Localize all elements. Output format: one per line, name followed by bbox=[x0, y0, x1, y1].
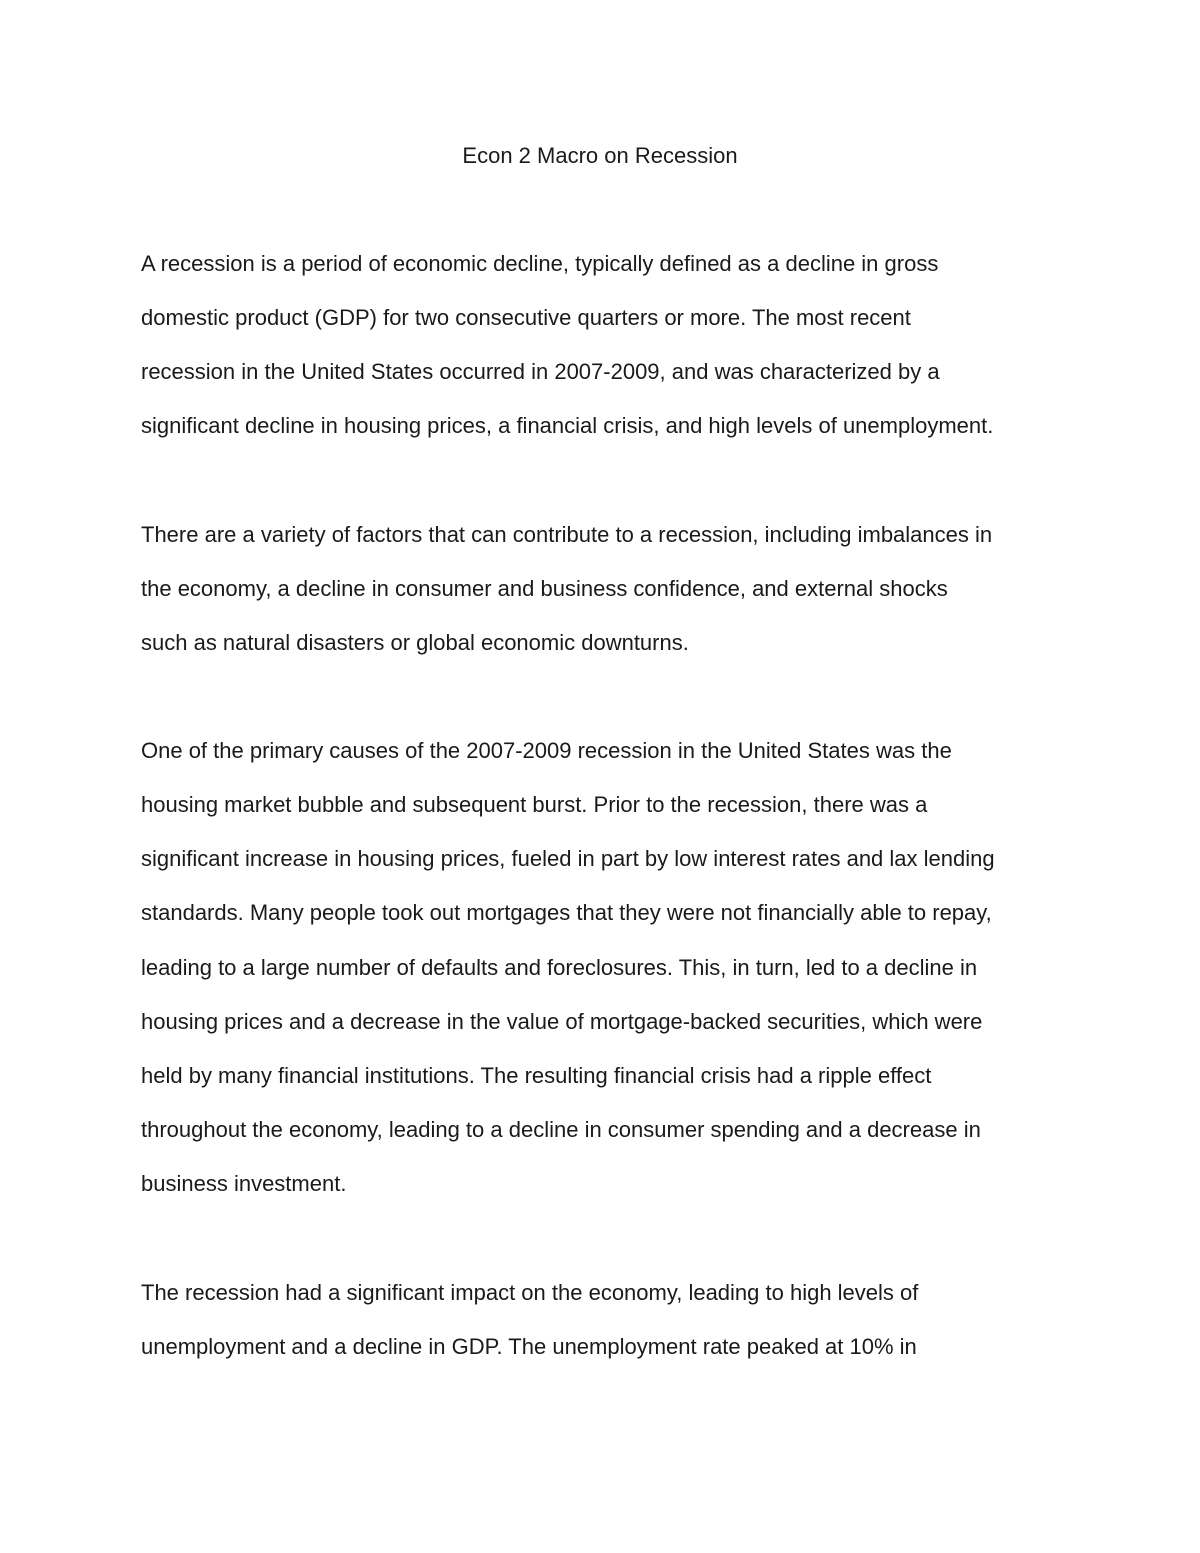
paragraph-line: housing prices and a decrease in the value of mortgage-backed securities, which were bbox=[141, 1009, 983, 1034]
paragraph-line: throughout the economy, leading to a decline in consumer spending and a decrease in bbox=[141, 1117, 981, 1142]
paragraph-line: One of the primary causes of the 2007-2009 recession in the United States was the bbox=[141, 738, 952, 763]
paragraph-line: such as natural disasters or global economic downturns. bbox=[141, 630, 689, 655]
paragraph-line: unemployment and a decline in GDP. The unemployment rate peaked at 10% in bbox=[141, 1334, 917, 1359]
paragraph-line: housing market bubble and subsequent burst. Prior to the recession, there was a bbox=[141, 792, 928, 817]
paragraph-line: leading to a large number of defaults and foreclosures. This, in turn, led to a decline in bbox=[141, 955, 978, 980]
paragraph-line: significant decline in housing prices, a financial crisis, and high levels of unemployment. bbox=[141, 413, 994, 438]
paragraph-line: domestic product (GDP) for two consecutive quarters or more. The most recent bbox=[141, 305, 911, 330]
paragraph-line: business investment. bbox=[141, 1171, 347, 1196]
paragraph-line: significant increase in housing prices, fueled in part by low interest rates and lax lending bbox=[141, 846, 995, 871]
paragraph-line: There are a variety of factors that can contribute to a recession, including imbalances in bbox=[141, 522, 993, 547]
document-title: Econ 2 Macro on Recession bbox=[462, 143, 738, 168]
paragraph-line: standards. Many people took out mortgages that they were not financially able to repay, bbox=[141, 900, 992, 925]
paragraph-line: The recession had a significant impact on the economy, leading to high levels of bbox=[141, 1280, 919, 1305]
paragraph-line: recession in the United States occurred in 2007-2009, and was characterized by a bbox=[141, 359, 940, 384]
paragraph-line: held by many financial institutions. The resulting financial crisis had a ripple effect bbox=[141, 1063, 932, 1088]
paragraph-line: the economy, a decline in consumer and business confidence, and external shocks bbox=[141, 576, 948, 601]
paragraph-line: A recession is a period of economic decline, typically defined as a decline in gross bbox=[141, 251, 939, 276]
